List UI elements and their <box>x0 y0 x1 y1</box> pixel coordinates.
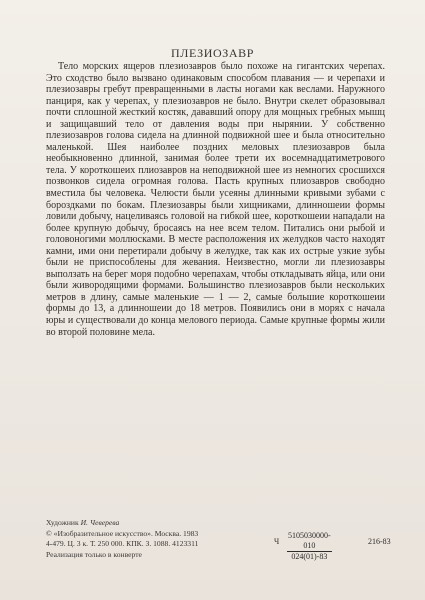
artist-credit <box>46 518 246 529</box>
catalog-prefix: Ч <box>274 537 280 546</box>
catalog-denominator: 024(01)-83 <box>291 552 328 561</box>
article-paragraph: Тело морских ящеров плезиозавров было похоже на гигантских черепах. Это сходство было вызвано одинаковым способом плавания — и черепахи и плезиозавры гребут превращенными в ласты ногами как веслами. Наружного панциря, как у черепах, у плезиозавров не было. Внутри скелет образовывал почти сплошной жесткий костяк, дававший опору для мощных гребных мышц и защищавший тело от давления воды при нырянии. У собственно плезиозавров голова сидела на длинной подвижной шее и была относительно маленькой. Шея наиболее поздних меловых плезиозавров была необыкновенно длинной, занимая более трети их восемнадцатиметрового тела. У короткошеих плиозавров на неподвижной шее из немногих сросшихся позвонков сидела огромная голова. Пасть крупных плиозавров свободно вместила бы человека. Челюсти были усеяны длинными кривыми зубами с бороздками по бокам. Плезиозавры были хищниками, длинношеии формы ловили добычу, нацеливаясь головой на гибкой шее, короткошеии нападали на более крупную добычу, бросаясь на нее всем телом. Питались они рыбой и головоногими моллюсками. В месте расположения их желудков часто находят камни, ими они перетирали добычу в желудке, так как их острые узкие зубы были не приспособлены для жевания. Неизвестно, могли ли плезиозавры выползать на берег моря подобно черепахам, чтобы откладывать яйца, или они были живородящими формами. Большинство плезиозавров были нескольких метров в длину, самые маленькие — 1 — 2, самые большие короткошеии формы до 13, а длинношеии до 18 метров. Появились они в морях с начала юры и существовали до конца мелового периода. Самые крупные формы жили во второй половине мела. <box>46 61 385 338</box>
print-info-line: 4-479. Ц. 3 к. Т. 250 000. КПК. З. 1088. 4123311 <box>46 539 199 549</box>
artist-name: И. Чеверева <box>80 518 120 527</box>
artist-label: Художник <box>46 518 79 527</box>
catalog-fraction <box>287 531 332 562</box>
page-title: ПЛЕЗИОЗАВР <box>171 46 254 60</box>
article-body <box>46 61 385 338</box>
catalog-numerator: 5105030000-010 <box>288 531 331 550</box>
publisher-line: © «Изобразительное искусство». Москва. 1983 <box>46 528 199 538</box>
imprint-block <box>46 518 246 560</box>
catalog-suffix: 216-83 <box>368 537 391 546</box>
sale-note: Реализация только в конверте <box>46 549 142 559</box>
